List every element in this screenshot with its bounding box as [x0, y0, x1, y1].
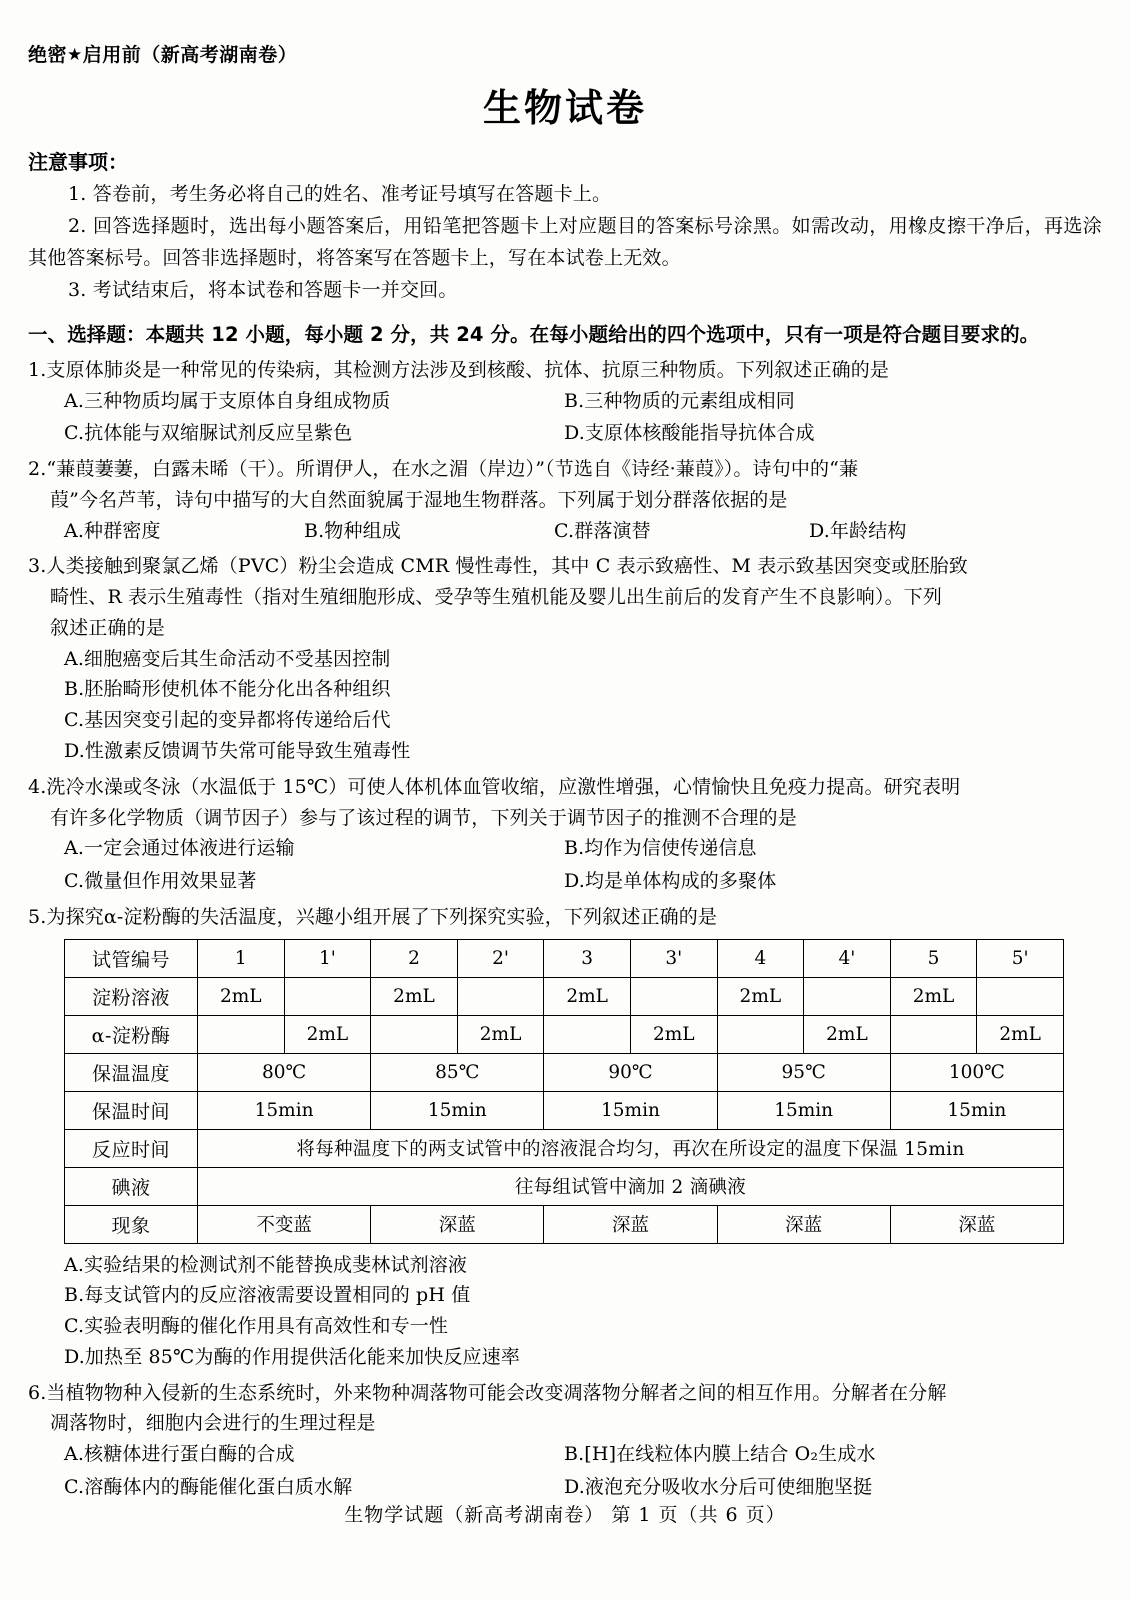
question-6-option-c[interactable]: C.溶酶体内的酶能催化蛋白质水解 — [64, 1475, 353, 1498]
question-3-option-c[interactable]: C.基因突变引起的变异都将传递给后代 — [64, 709, 391, 732]
row-header-tube-number: 试管编号 — [65, 939, 198, 977]
cell-temp-85: 85℃ — [371, 1053, 544, 1091]
question-3-option-b[interactable]: B.胚胎畸形使机体不能分化出各种组织 — [64, 678, 391, 701]
table-row-starch-solution — [65, 977, 1064, 1015]
question-2-option-d[interactable]: D.年龄结构 — [809, 519, 907, 542]
question-6-options — [28, 1439, 1102, 1503]
question-3-stem-line2: 畸性、R 表示生殖毒性（指对生殖细胞形成、受孕等生殖机能及婴儿出生前后的发育产生不良影响）。下列 — [50, 586, 943, 609]
question-4-options — [28, 833, 1102, 897]
question-6 — [28, 1378, 1102, 1503]
cell-amylase-3 — [544, 1015, 631, 1053]
table-row-tube-number — [65, 939, 1064, 977]
question-4-option-d[interactable]: D.均是单体构成的多聚体 — [564, 870, 777, 893]
cell-phenomenon-5: 深蓝 — [890, 1205, 1063, 1243]
cell-amylase-1p: 2mL — [284, 1015, 371, 1053]
secret-rest: 启用前（新高考湖南卷） — [82, 44, 298, 66]
question-6-option-a[interactable]: A.核糖体进行蛋白酶的合成 — [64, 1443, 295, 1466]
notice-item-1: 1. 答卷前，考生务必将自己的姓名、准考证号填写在答题卡上。 — [68, 183, 612, 205]
cell-tube-3: 3 — [544, 939, 631, 977]
cell-phenomenon-1: 不变蓝 — [198, 1205, 371, 1243]
experiment-table — [64, 939, 1064, 1244]
cell-tube-5: 5 — [890, 939, 977, 977]
question-5-options — [28, 1250, 1102, 1373]
question-6-stem: 6.当植物物种入侵新的生态系统时，外来物种凋落物可能会改变凋落物分解者之间的相互作用。分解者在分解 — [28, 1381, 947, 1404]
question-2-stem-line2: 葭”今名芦苇，诗句中描写的大自然面貌属于湿地生物群落。下列属于划分群落依据的是 — [50, 488, 788, 511]
cell-time-3: 15min — [544, 1091, 717, 1129]
cell-reaction-time-desc: 将每种温度下的两支试管中的溶液混合均匀，再次在所设定的温度下保温 15min — [198, 1129, 1064, 1167]
question-3-option-d[interactable]: D.性激素反馈调节失常可能导致生殖毒性 — [64, 740, 411, 762]
cell-time-2: 15min — [371, 1091, 544, 1129]
question-3-options — [28, 644, 1102, 767]
cell-tube-4p: 4' — [804, 939, 891, 977]
question-6-option-d[interactable]: D.液泡充分吸收水分后可使细胞坚挺 — [564, 1475, 873, 1498]
question-3-stem: 3.人类接触到聚氯乙烯（PVC）粉尘会造成 CMR 慢性毒性，其中 C 表示致癌性、M 表示致基因突变或胚胎致 — [28, 555, 968, 578]
cell-time-4: 15min — [717, 1091, 890, 1129]
question-1-options — [28, 386, 1102, 450]
section-heading-choice: 一、选择题：本题共 12 小题，每小题 2 分，共 24 分。在每小题给出的四个选项中，只有一项是符合题目要求的。 — [28, 322, 1040, 346]
question-6-stem-line2: 凋落物时，细胞内会进行的生理过程是 — [50, 1412, 376, 1435]
question-2-option-c[interactable]: C.群落演替 — [554, 519, 651, 542]
cell-amylase-2 — [371, 1015, 458, 1053]
cell-amylase-2p: 2mL — [457, 1015, 544, 1053]
question-4-stem: 4.洗冷水澡或冬泳（水温低于 15℃）可使人体机体血管收缩，应激性增强，心情愉快且免疫力提高。研究表明 — [28, 775, 961, 798]
question-3 — [28, 551, 1102, 766]
cell-phenomenon-2: 深蓝 — [371, 1205, 544, 1243]
cell-amylase-3p: 2mL — [630, 1015, 717, 1053]
cell-phenomenon-3: 深蓝 — [544, 1205, 717, 1243]
cell-starch-3p — [630, 977, 717, 1015]
row-header-amylase: α-淀粉酶 — [65, 1015, 198, 1053]
cell-temp-95: 95℃ — [717, 1053, 890, 1091]
cell-phenomenon-4: 深蓝 — [717, 1205, 890, 1243]
cell-tube-3p: 3' — [630, 939, 717, 977]
row-header-iodine: 碘液 — [65, 1167, 198, 1205]
question-1-stem: 1.支原体肺炎是一种常见的传染病，其检测方法涉及到核酸、抗体、抗原三种物质。下列叙述正确的是 — [28, 358, 890, 381]
question-4-option-a[interactable]: A.一定会通过体液进行运输 — [64, 837, 295, 860]
question-4-option-b[interactable]: B.均作为信使传递信息 — [564, 837, 757, 860]
question-1-option-a[interactable]: A.三种物质均属于支原体自身组成物质 — [64, 389, 391, 412]
cell-starch-5: 2mL — [890, 977, 977, 1015]
cell-time-1: 15min — [198, 1091, 371, 1129]
cell-tube-1: 1 — [198, 939, 285, 977]
question-5-option-d[interactable]: D.加热至 85℃为酶的作用提供活化能来加快反应速率 — [64, 1345, 520, 1368]
page-footer: 生物学试题（新高考湖南卷） 第 1 页（共 6 页） — [344, 1504, 786, 1526]
question-3-option-a[interactable]: A.细胞癌变后其生命活动不受基因控制 — [64, 647, 391, 670]
question-4 — [28, 772, 1102, 897]
row-header-incubation-time: 保温时间 — [65, 1091, 198, 1129]
cell-time-5: 15min — [890, 1091, 1063, 1129]
page-title: 生物试卷 — [482, 86, 647, 130]
cell-temp-90: 90℃ — [544, 1053, 717, 1091]
cell-amylase-5 — [890, 1015, 977, 1053]
cell-temp-100: 100℃ — [890, 1053, 1063, 1091]
question-4-stem-line2: 有许多化学物质（调节因子）参与了该过程的调节，下列关于调节因子的推测不合理的是 — [50, 806, 797, 829]
cell-starch-5p — [977, 977, 1064, 1015]
question-1 — [28, 355, 1102, 449]
cell-tube-1p: 1' — [284, 939, 371, 977]
cell-temp-80: 80℃ — [198, 1053, 371, 1091]
question-5-option-b[interactable]: B.每支试管内的反应溶液需要设置相同的 pH 值 — [64, 1284, 471, 1307]
cell-tube-5p: 5' — [977, 939, 1064, 977]
row-header-reaction-time: 反应时间 — [65, 1129, 198, 1167]
question-4-option-c[interactable]: C.微量但作用效果显著 — [64, 870, 257, 893]
question-2-option-b[interactable]: B.物种组成 — [304, 519, 401, 542]
page-content — [28, 40, 1102, 1503]
cell-starch-3: 2mL — [544, 977, 631, 1015]
cell-starch-4: 2mL — [717, 977, 804, 1015]
cell-iodine-desc: 往每组试管中滴加 2 滴碘液 — [198, 1167, 1064, 1205]
question-1-option-d[interactable]: D.支原体核酸能指导抗体合成 — [564, 422, 815, 445]
row-header-starch-solution: 淀粉溶液 — [65, 977, 198, 1015]
question-1-option-b[interactable]: B.三种物质的元素组成相同 — [564, 389, 795, 412]
question-2-option-a[interactable]: A.种群密度 — [64, 519, 161, 542]
notices-heading: 注意事项： — [28, 150, 128, 174]
cell-amylase-4 — [717, 1015, 804, 1053]
table-row-reaction-time — [65, 1129, 1064, 1167]
cell-tube-2p: 2' — [457, 939, 544, 977]
question-3-stem-line3: 叙述正确的是 — [50, 616, 165, 639]
cell-starch-1p — [284, 977, 371, 1015]
question-2-options — [28, 516, 1102, 547]
secret-label: 绝密 — [28, 44, 68, 66]
table-row-phenomenon — [65, 1205, 1064, 1243]
question-5-option-a[interactable]: A.实验结果的检测试剂不能替换成斐林试剂溶液 — [64, 1253, 468, 1276]
table-row-incubation-temperature — [65, 1053, 1064, 1091]
question-2-stem: 2.“蒹葭萋萋，白露未晞（干）。所谓伊人，在水之湄（岸边）”（节选自《诗经·蒹葭》）。诗句中的“蒹 — [28, 458, 859, 481]
cell-tube-2: 2 — [371, 939, 458, 977]
secret-notice-line — [28, 40, 1102, 67]
cell-starch-1: 2mL — [198, 977, 285, 1015]
row-header-phenomenon: 现象 — [65, 1205, 198, 1243]
question-1-option-c[interactable]: C.抗体能与双缩脲试剂反应呈紫色 — [64, 422, 353, 445]
table-row-iodine — [65, 1167, 1064, 1205]
question-5-option-c[interactable]: C.实验表明酶的催化作用具有高效性和专一性 — [64, 1315, 449, 1338]
question-5 — [28, 902, 1102, 1373]
question-2 — [28, 454, 1102, 546]
table-row-amylase — [65, 1015, 1064, 1053]
cell-tube-4: 4 — [717, 939, 804, 977]
question-5-stem: 5.为探究α-淀粉酶的失活温度，兴趣小组开展了下列探究实验，下列叙述正确的是 — [28, 905, 718, 928]
cell-amylase-4p: 2mL — [804, 1015, 891, 1053]
cell-amylase-1 — [198, 1015, 285, 1053]
star-icon: ★ — [67, 45, 83, 65]
cell-starch-2: 2mL — [371, 977, 458, 1015]
row-header-incubation-temperature: 保温温度 — [65, 1053, 198, 1091]
cell-starch-4p — [804, 977, 891, 1015]
cell-amylase-5p: 2mL — [977, 1015, 1064, 1053]
cell-starch-2p — [457, 977, 544, 1015]
notice-item-2: 2. 回答选择题时，选出每小题答案后，用铅笔把答题卡上对应题目的答案标号涂黑。如需改动，用橡皮擦干净后，再选涂其他答案标号。回答非选择题时，将答案写在答题卡上，写在本试卷上无效。 — [28, 214, 1102, 269]
question-6-option-b[interactable]: B.[H]在线粒体内膜上结合 O₂生成水 — [564, 1443, 876, 1466]
table-row-incubation-time — [65, 1091, 1064, 1129]
notice-item-3: 3. 考试结束后，将本试卷和答题卡一并交回。 — [68, 278, 458, 301]
